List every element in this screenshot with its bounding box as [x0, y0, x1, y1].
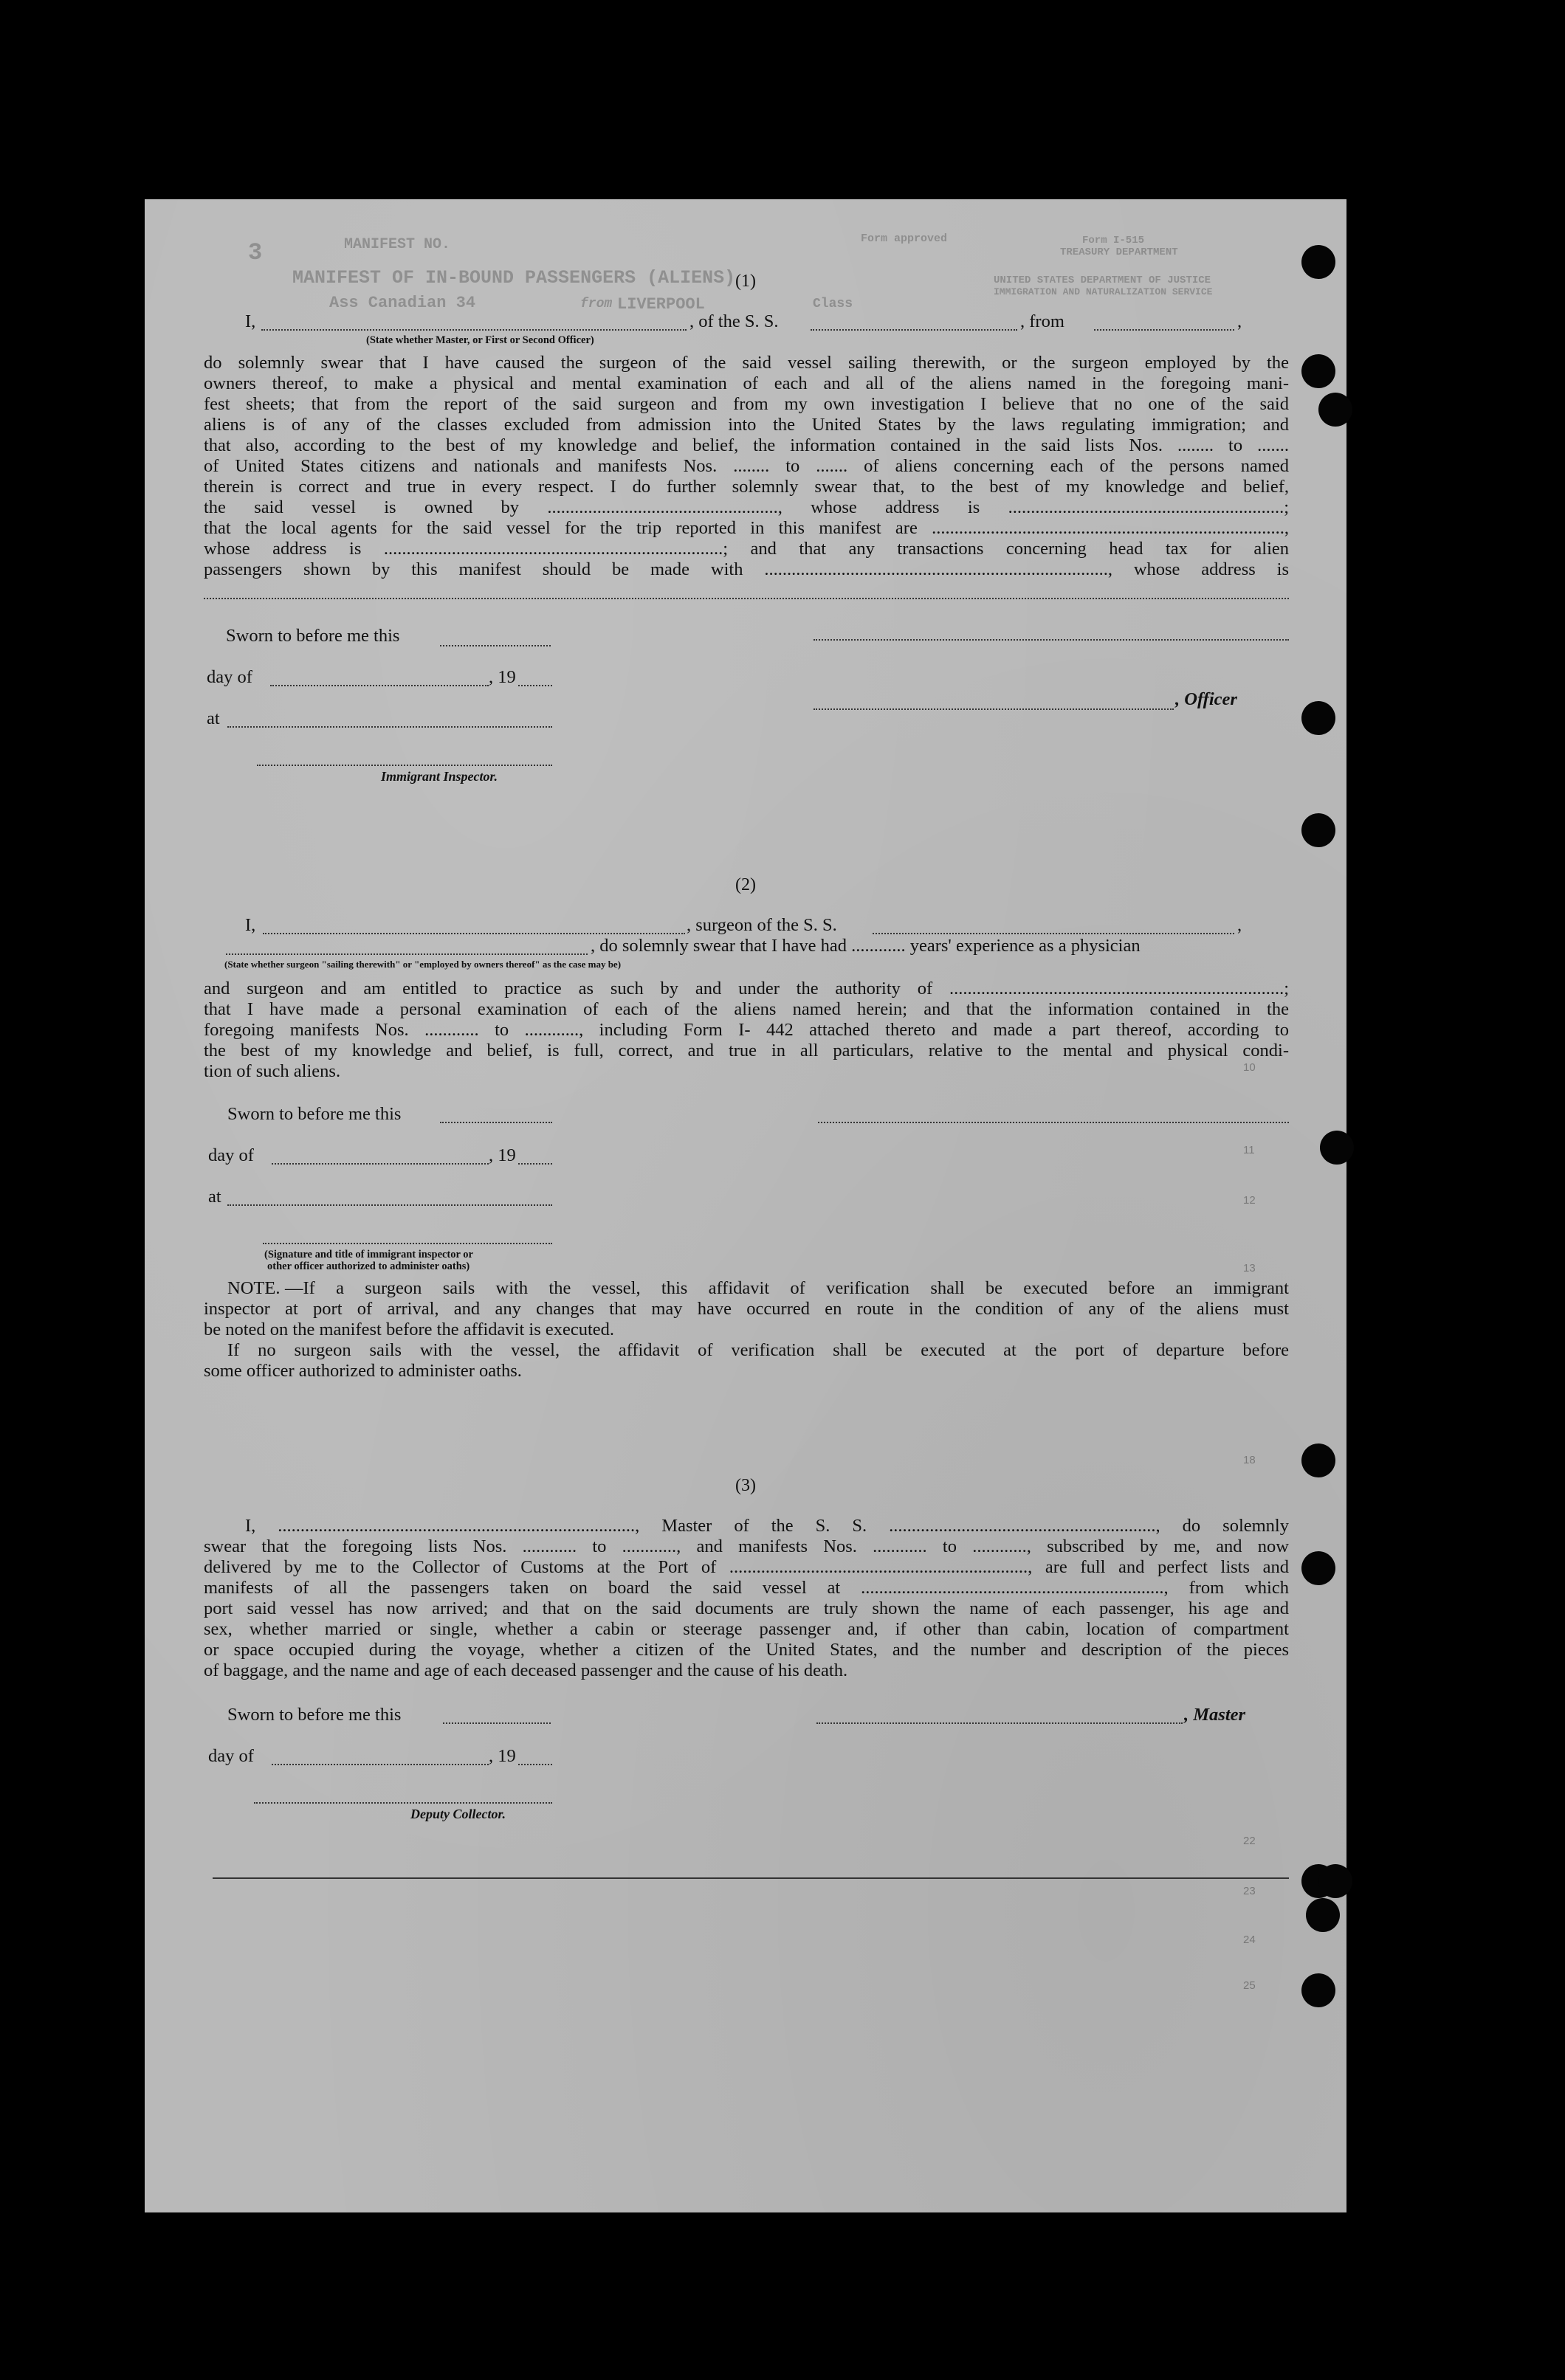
s2-line: tion of such aliens. [204, 1061, 341, 1081]
s1-officer-note: (State whether Master, or First or Second Officer) [366, 334, 594, 346]
margin-number: 13 [1243, 1262, 1256, 1274]
s1-line: aliens is of any of the classes excluded from admission into the United States by the laws regulating immigration; and [204, 415, 1289, 435]
s3-line: sex, whether married or single, whether a cabin or steerage passenger and, if other than cabin, location of compartment [204, 1619, 1289, 1639]
s3-line: port said vessel has now arrived; and that on the said documents are truly shown the name of each passenger, his age and [204, 1598, 1289, 1618]
s2-surgeon-field[interactable] [263, 933, 685, 934]
s2-sig-note-1: (Signature and title of immigrant inspector or [264, 1249, 473, 1260]
s3-day-label: day of [208, 1746, 254, 1766]
margin-number: 24 [1243, 1934, 1256, 1946]
s3-master-label: , Master [1184, 1705, 1246, 1725]
s1-line: therein is correct and true in every respect. I do further solemnly swear that, to the best of my knowledge and belief, [204, 477, 1289, 497]
margin-number: 12 [1243, 1194, 1256, 1207]
s3-sworn-label: Sworn to before me this [227, 1705, 402, 1725]
ghost-service: IMMIGRATION AND NATURALIZATION SERVICE [994, 286, 1213, 297]
s1-line: owners thereof, to make a physical and mental examination of each and all of the aliens named in the foregoing mani- [204, 373, 1289, 393]
ghost-treasury: TREASURY DEPARTMENT [1060, 246, 1178, 258]
ghost-manifest-no: MANIFEST NO. [344, 236, 451, 253]
margin-number: 25 [1243, 1979, 1256, 1992]
s3-day-field[interactable] [272, 1764, 489, 1765]
ghost-form: Form I-515 [1082, 235, 1145, 246]
s1-address-field[interactable] [204, 598, 1289, 599]
s1-line1-i: I, [245, 311, 256, 331]
punch-hole [1320, 1131, 1354, 1165]
s1-officer-field[interactable] [261, 329, 687, 331]
s2-line: the best of my knowledge and belief, is full, correct, and true in all particulars, relative to the mental and physical condi- [204, 1041, 1289, 1060]
s1-line: do solemnly swear that I have caused the surgeon of the said vessel sailing therewith, or the surgeon employed by the [204, 353, 1289, 373]
s2-line: and surgeon and am entitled to practice as such by and under the authority of ..........................................................................; [204, 979, 1289, 998]
s1-at-label: at [207, 708, 220, 728]
margin-number: 18 [1243, 1454, 1256, 1466]
s1-line: that also, according to the best of my knowledge and belief, the information contained in the said lists Nos. ........ to ....... [204, 435, 1289, 455]
s2-inspector-signature-line[interactable] [263, 1243, 552, 1244]
punch-hole [1318, 393, 1352, 427]
s2-sig-note-2: other officer authorized to administer oaths) [267, 1260, 470, 1272]
section-3-number: (3) [735, 1476, 756, 1495]
ghost-manifest-digit: 3 [248, 239, 263, 266]
s2-note-line: —If a surgeon sails with the vessel, this affidavit of verification shall be executed before an immigrant [285, 1278, 1289, 1298]
s2-note2-line: If no surgeon sails with the vessel, the affidavit of verification shall be executed at the port of departure before [227, 1340, 1289, 1360]
s2-sworn-field[interactable] [440, 1122, 552, 1123]
s3-collector-signature-line[interactable] [254, 1802, 552, 1804]
s2-sworn-label: Sworn to before me this [227, 1104, 402, 1124]
s2-at-field[interactable] [227, 1204, 552, 1206]
punch-hole [1306, 1898, 1340, 1932]
s2-line: that I have made a personal examination of each of the aliens named herein; and that the information contained in the [204, 999, 1289, 1019]
margin-number: 22 [1243, 1835, 1256, 1847]
manifest-page [145, 199, 1346, 2212]
s3-year-label: , 19 [489, 1746, 516, 1766]
s1-sworn-field[interactable] [440, 645, 551, 646]
s2-surgeon-signature-line[interactable] [818, 1122, 1289, 1123]
s2-day-label: day of [208, 1145, 254, 1165]
section-2-number: (2) [735, 875, 756, 894]
s1-officer-signature-line[interactable] [814, 639, 1289, 641]
s2-status-field[interactable] [226, 953, 588, 955]
s1-inspector-signature-line[interactable] [257, 765, 552, 766]
ghost-title: MANIFEST OF IN-BOUND PASSENGERS (ALIENS) [292, 267, 736, 289]
s3-sworn-field[interactable] [443, 1722, 551, 1724]
ghost-from: from [580, 297, 613, 311]
s3-line: of baggage, and the name and age of each deceased passenger and the cause of his death. [204, 1660, 848, 1680]
s1-line1-ss: , of the S. S. [689, 311, 779, 331]
punch-hole [1301, 701, 1335, 735]
s3-line: swear that the foregoing lists Nos. ............ to ............, and manifests Nos. ............ to ............, subscribed by me, and now [204, 1536, 1289, 1556]
s2-line1-i: I, [245, 915, 256, 935]
ghost-class: Class [813, 297, 853, 311]
s1-year-label: , 19 [489, 667, 516, 687]
punch-hole [1301, 1551, 1335, 1585]
s3-collector-label: Deputy Collector. [410, 1807, 506, 1821]
punch-hole [1301, 1443, 1335, 1477]
s1-at-field[interactable] [227, 726, 552, 728]
s1-line1-from: , from [1020, 311, 1064, 331]
s1-sworn-label: Sworn to before me this [226, 626, 400, 646]
punch-hole [1301, 354, 1335, 388]
s2-note-line: inspector at port of arrival, and any changes that may have occurred en route in the condition of any of the aliens must [204, 1299, 1289, 1319]
ghost-department: UNITED STATES DEPARTMENT OF JUSTICE [994, 275, 1211, 286]
s2-note2-line: some officer authorized to administer oaths. [204, 1361, 522, 1381]
s3-master-signature-line[interactable] [816, 1722, 1183, 1724]
s2-note-line: be noted on the manifest before the affidavit is executed. [204, 1320, 615, 1339]
s1-inspector-label: Immigrant Inspector. [381, 769, 498, 784]
s2-line1-comma: , [1237, 915, 1242, 935]
s1-line: that the local agents for the said vessel for the trip reported in this manifest are .............................................................................., [204, 518, 1289, 538]
s2-note-text: NOTE. [227, 1278, 281, 1298]
s1-from-field[interactable] [1094, 329, 1234, 331]
s3-line: or space occupied during the voyage, whether a citizen of the United States, and the number and description of the pieces [204, 1640, 1289, 1660]
s2-note-label [227, 1278, 280, 1299]
s3-line: delivered by me to the Collector of Customs at the Port of .................................................................., are full and perfect lists and [204, 1557, 1289, 1577]
s2-year-field[interactable] [518, 1163, 552, 1165]
s3-line: I, ..............................................................................., Master of the S. S. ..........................................................., do solemnly [245, 1516, 1289, 1536]
s2-line: foregoing manifests Nos. ............ to ............, including Form I- 442 attached thereto and made a part thereof, according to [204, 1020, 1289, 1040]
s1-line1-comma: , [1237, 311, 1242, 331]
s1-line: passengers shown by this manifest should be made with ............................................................................, whose address is [204, 559, 1289, 579]
s2-ship-field[interactable] [873, 933, 1234, 934]
margin-number: 10 [1243, 1061, 1256, 1074]
s1-officer-label: , Officer [1175, 689, 1237, 709]
s1-officer-line[interactable] [814, 708, 1174, 710]
s1-line: fest sheets; that from the report of the said surgeon and from my own investigation I believe that no one of the said [204, 394, 1289, 414]
bottom-rule [213, 1877, 1289, 1879]
s2-day-field[interactable] [272, 1163, 489, 1165]
s2-line1-ss: , surgeon of the S. S. [687, 915, 837, 935]
s2-at-label: at [208, 1187, 221, 1207]
punch-hole [1301, 1973, 1335, 2007]
ghost-form-approved: Form approved [861, 232, 948, 245]
s1-ship-field[interactable] [811, 329, 1017, 331]
punch-hole [1318, 1864, 1352, 1898]
punch-hole [1301, 813, 1335, 847]
s1-year-field[interactable] [518, 685, 552, 686]
section-1-number: (1) [735, 272, 756, 291]
s1-line: the said vessel is owned by ..................................................., whose address is .............................................................; [204, 497, 1289, 517]
margin-number: 23 [1243, 1885, 1256, 1897]
s2-line2: , do solemnly swear that I have had ............ years' experience as a physician [591, 936, 1141, 956]
s3-year-field[interactable] [518, 1764, 552, 1765]
s1-line: whose address is ...........................................................................; and that any transactions concerning head tax for alien [204, 539, 1289, 559]
s2-surgeon-note: (State whether surgeon "sailing therewith" or "employed by owners thereof" as the case may be) [224, 959, 622, 970]
s1-line: of United States citizens and nationals and manifests Nos. ........ to ....... of aliens concerning each of the persons named [204, 456, 1289, 476]
s2-year-label: , 19 [489, 1145, 516, 1165]
s1-day-label: day of [207, 667, 252, 687]
margin-number: 11 [1243, 1144, 1255, 1156]
s1-day-field[interactable] [270, 685, 489, 686]
s3-line: manifests of all the passengers taken on board the said vessel at ..................................................................., from which [204, 1578, 1289, 1598]
ghost-status: Ass Canadian 34 [329, 294, 476, 312]
ghost-port: LIVERPOOL [617, 295, 705, 314]
